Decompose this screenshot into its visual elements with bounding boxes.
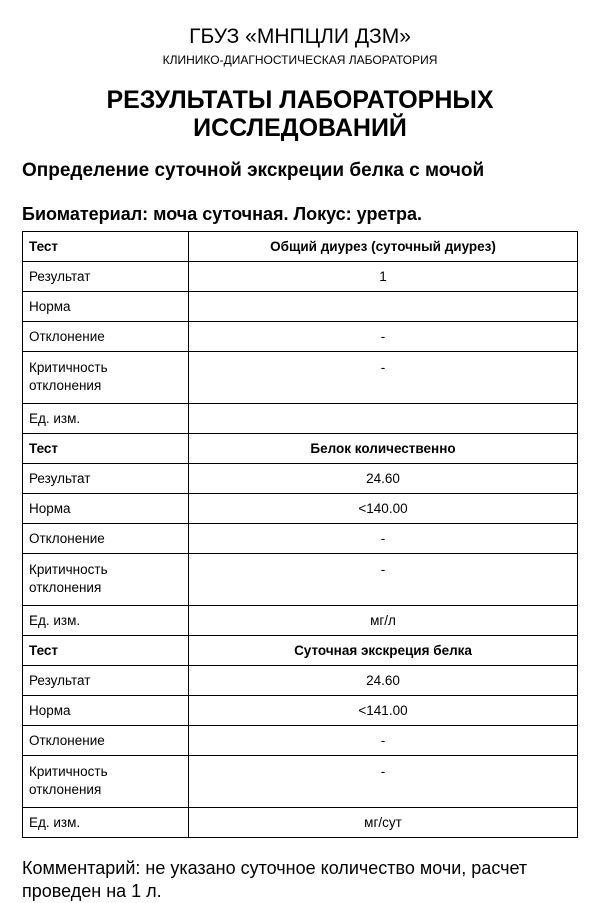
- criticality-row: [23, 554, 578, 606]
- test-label: Тест: [23, 434, 189, 464]
- norm-value: [189, 292, 578, 322]
- biomaterial-line: Биоматериал: моча суточная. Локус: уретра.: [22, 204, 423, 224]
- unit-row: [23, 606, 578, 636]
- result-row: [23, 262, 578, 292]
- unit-row: [23, 808, 578, 838]
- criticality-label: Критичность отклонения: [23, 554, 189, 606]
- deviation-label: Отклонение: [23, 524, 189, 554]
- result-row: [23, 464, 578, 494]
- unit-row: [23, 404, 578, 434]
- deviation-label: Отклонение: [23, 322, 189, 352]
- deviation-row: [23, 322, 578, 352]
- norm-row: [23, 292, 578, 322]
- page-title-line-2: ИССЛЕДОВАНИЙ: [193, 114, 407, 142]
- test-header-row: [23, 232, 578, 262]
- unit-value: мг/сут: [189, 808, 578, 838]
- deviation-row: [23, 726, 578, 756]
- result-value: 24.60: [189, 464, 578, 494]
- test-name: Общий диурез (суточный диурез): [189, 232, 578, 262]
- test-header-row: [23, 636, 578, 666]
- result-label: Результат: [23, 464, 189, 494]
- criticality-label: Критичность отклонения: [23, 756, 189, 808]
- norm-label: Норма: [23, 696, 189, 726]
- comment-text: Комментарий: не указано суточное количество мочи, расчет проведен на 1 л.: [22, 858, 528, 901]
- deviation-value: -: [189, 524, 578, 554]
- norm-value: <140.00: [189, 494, 578, 524]
- norm-label: Норма: [23, 494, 189, 524]
- norm-row: [23, 696, 578, 726]
- department-name: КЛИНИКО-ДИАГНОСТИЧЕСКАЯ ЛАБОРАТОРИЯ: [162, 53, 438, 67]
- deviation-value: -: [189, 726, 578, 756]
- criticality-value: -: [189, 554, 578, 606]
- result-value: 1: [189, 262, 578, 292]
- test-label: Тест: [23, 232, 189, 262]
- unit-label: Ед. изм.: [23, 808, 189, 838]
- section-title: Определение суточной экскреции белка с мочой: [22, 160, 485, 181]
- deviation-value: -: [189, 322, 578, 352]
- result-row: [23, 666, 578, 696]
- deviation-label: Отклонение: [23, 726, 189, 756]
- deviation-row: [23, 524, 578, 554]
- criticality-row: [23, 352, 578, 404]
- result-label: Результат: [23, 666, 189, 696]
- unit-label: Ед. изм.: [23, 404, 189, 434]
- norm-label: Норма: [23, 292, 189, 322]
- norm-value: <141.00: [189, 696, 578, 726]
- criticality-label: Критичность отклонения: [23, 352, 189, 404]
- organization-name: ГБУЗ «МНПЦЛИ ДЗМ»: [189, 25, 411, 48]
- test-header-row: [23, 434, 578, 464]
- result-value: 24.60: [189, 666, 578, 696]
- test-label: Тест: [23, 636, 189, 666]
- test-name: Суточная экскреция белка: [189, 636, 578, 666]
- results-table: [22, 231, 578, 838]
- criticality-value: -: [189, 756, 578, 808]
- unit-value: [189, 404, 578, 434]
- result-label: Результат: [23, 262, 189, 292]
- page-title: [40, 86, 560, 142]
- page-title-line-1: РЕЗУЛЬТАТЫ ЛАБОРАТОРНЫХ: [106, 86, 494, 114]
- criticality-row: [23, 756, 578, 808]
- criticality-value: -: [189, 352, 578, 404]
- test-name: Белок количественно: [189, 434, 578, 464]
- unit-value: мг/л: [189, 606, 578, 636]
- norm-row: [23, 494, 578, 524]
- unit-label: Ед. изм.: [23, 606, 189, 636]
